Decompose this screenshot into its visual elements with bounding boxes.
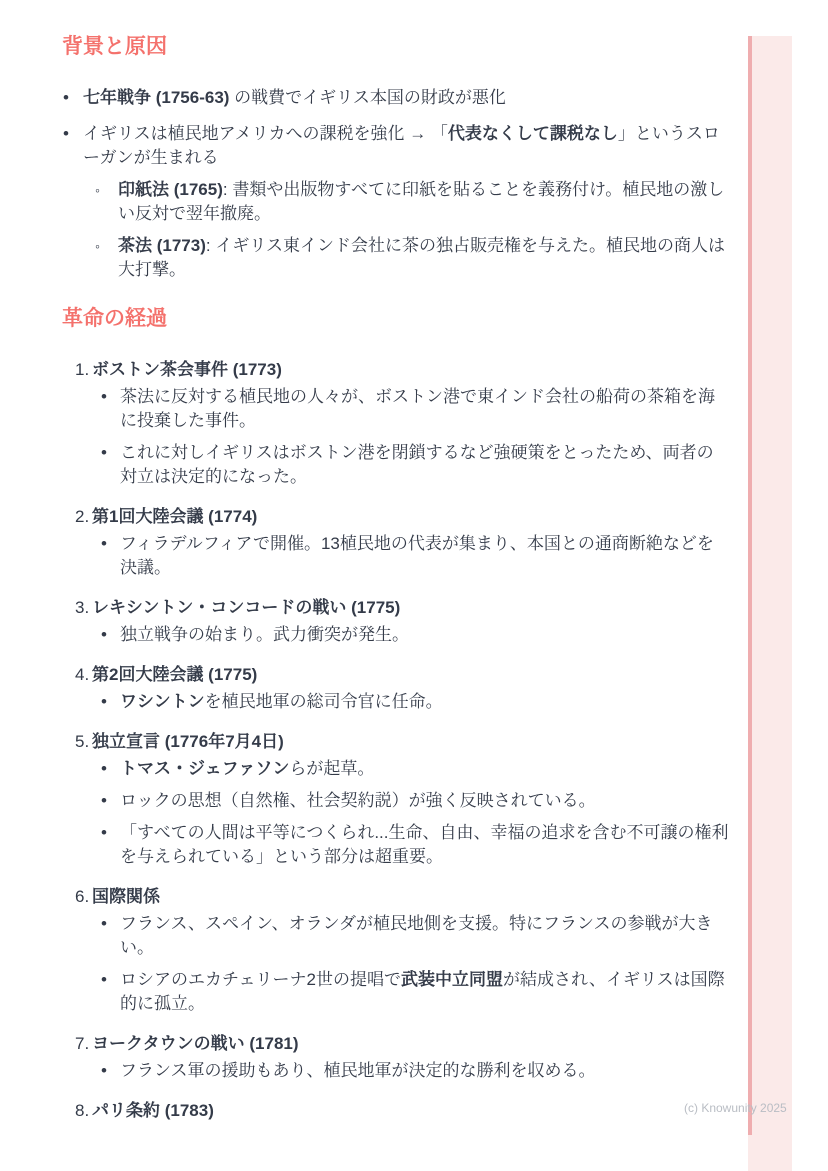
item-row: [62, 86, 730, 110]
bullet-icon: •: [101, 387, 107, 406]
sub-list: [62, 757, 730, 869]
text-segment: ロシアのエカチェリーナ2世の提唱で: [120, 970, 401, 989]
bullet-icon: •: [101, 759, 107, 778]
text-segment: フィラデルフィアで開催。13植民地の代表が集まり、本国との通商断絶などを決議。: [120, 534, 714, 577]
item-row: [62, 505, 730, 529]
text-segment: らが起草。: [289, 759, 375, 778]
item-row: [62, 1032, 730, 1056]
numbered-item: [62, 663, 730, 714]
bullet-icon: •: [63, 124, 69, 143]
list-item: [62, 122, 730, 282]
item-text: [120, 443, 714, 486]
sub-list-item: [62, 532, 730, 580]
bullet-icon: •: [101, 534, 107, 553]
item-text: [92, 732, 284, 751]
item-text: [118, 236, 725, 279]
section-list: [62, 358, 730, 1123]
text-segment: レキシントン・コンコードの戦い (1775): [92, 598, 401, 617]
numbered-item: [62, 358, 730, 489]
text-segment: これに対しイギリスはボストン港を閉鎖するなど強硬策をとったため、両者の対立は決定的になった。: [120, 443, 714, 486]
sub-list-item: [62, 234, 730, 282]
item-text: [120, 625, 409, 644]
item-row: [62, 596, 730, 620]
item-text: [120, 759, 374, 778]
section-list: [62, 86, 730, 282]
item-text: [92, 1101, 214, 1120]
text-segment: 第2回大陸会議 (1775): [92, 665, 258, 684]
text-segment: フランス、スペイン、オランダが植民地側を支援。特にフランスの参戦が大きい。: [120, 914, 713, 957]
sub-list-item: [62, 757, 730, 781]
numbered-item: [62, 885, 730, 1016]
bullet-icon: •: [101, 443, 107, 462]
sub-list-item: [62, 789, 730, 813]
text-segment: 独立戦争の始まり。武力衝突が発生。: [120, 625, 409, 644]
bullet-icon: •: [63, 88, 69, 107]
bullet-icon: •: [101, 823, 107, 842]
text-segment: を植民地軍の総司令官に任命。: [204, 692, 443, 711]
bullet-icon: •: [101, 970, 107, 989]
sub-list-item: [62, 441, 730, 489]
text-segment: イギリスは植民地アメリカへの課税を強化 → 「: [83, 124, 448, 143]
sub-list-item: [62, 385, 730, 433]
item-text: [92, 887, 160, 906]
text-segment: 国際関係: [92, 887, 160, 906]
bullet-icon: •: [101, 1061, 107, 1080]
sub-list: [62, 178, 730, 282]
text-segment: 武装中立同盟: [400, 970, 503, 989]
item-text: [120, 823, 729, 866]
text-segment: 茶法 (1773): [118, 236, 206, 255]
sub-list: [62, 532, 730, 580]
text-segment: が結成され、イギリスは国際的に孤立。: [120, 970, 725, 1013]
bullet-icon: •: [101, 625, 107, 644]
text-segment: トマス・ジェファソン: [120, 759, 290, 778]
number-label: 2.: [75, 507, 90, 526]
item-row: [62, 730, 730, 754]
item-text: [120, 534, 714, 577]
number-label: 7.: [75, 1034, 90, 1053]
text-segment: ロックの思想（自然権、社会契約説）が強く反映されている。: [120, 791, 596, 810]
item-text: [92, 665, 257, 684]
sub-list: [62, 690, 730, 714]
text-segment: フランス軍の援助もあり、植民地軍が決定的な勝利を収める。: [120, 1061, 596, 1080]
item-text: [92, 598, 400, 617]
item-row: [62, 885, 730, 909]
numbered-item: [62, 730, 730, 869]
item-text: [83, 124, 720, 167]
number-label: 6.: [75, 887, 90, 906]
number-label: 3.: [75, 598, 90, 617]
text-segment: 七年戦争 (1756-63): [83, 88, 230, 107]
item-text: [120, 387, 715, 430]
sub-list-item: [62, 821, 730, 869]
item-text: [83, 88, 506, 107]
watermark: (c) Knowunity 2025: [684, 1101, 787, 1115]
bullet-icon: •: [101, 791, 107, 810]
text-segment: 印紙法 (1765): [118, 180, 223, 199]
note-content: [62, 34, 730, 1139]
numbered-item: [62, 596, 730, 647]
item-text: [120, 1061, 596, 1080]
numbered-item: [62, 1099, 730, 1123]
sub-list: [62, 912, 730, 1016]
sub-list-item: [62, 1059, 730, 1083]
sub-list: [62, 1059, 730, 1083]
bullet-icon: ◦: [95, 182, 100, 198]
section-heading: 革命の経過: [62, 307, 167, 330]
numbered-item: [62, 1032, 730, 1083]
item-text: [120, 970, 725, 1013]
number-label: 4.: [75, 665, 90, 684]
sub-list-item: [62, 690, 730, 714]
text-segment: ワシントン: [120, 692, 205, 711]
sub-list: [62, 623, 730, 647]
sub-list-item: [62, 968, 730, 1016]
item-text: [120, 914, 712, 957]
text-segment: の戦費でイギリス本国の財政が悪化: [229, 88, 506, 107]
item-row: [62, 358, 730, 382]
text-segment: 第1回大陸会議 (1774): [92, 507, 258, 526]
numbered-item: [62, 505, 730, 580]
sub-list: [62, 385, 730, 489]
sub-list-item: [62, 623, 730, 647]
list-item: [62, 86, 730, 110]
text-segment: パリ条約 (1783): [92, 1101, 214, 1120]
text-segment: 茶法に反対する植民地の人々が、ボストン港で東インド会社の船荷の茶箱を海に投棄した事件。: [120, 387, 715, 430]
item-text: [120, 791, 596, 810]
text-segment: ヨークタウンの戦い (1781): [92, 1034, 299, 1053]
number-label: 5.: [75, 732, 90, 751]
text-segment: 独立宣言 (1776年7月4日): [92, 732, 284, 751]
item-text: [120, 692, 443, 711]
item-text: [92, 1034, 299, 1053]
bullet-icon: •: [101, 914, 107, 933]
item-row: [62, 663, 730, 687]
text-segment: : イギリス東インド会社に茶の独占販売権を与えた。植民地の商人は大打撃。: [118, 236, 725, 279]
highlight-stripe-tail: [748, 1135, 792, 1171]
number-label: 1.: [75, 360, 90, 379]
text-segment: 「すべての人間は平等につくられ...生命、自由、幸福の追求を含む不可譲の権利を与えられている」という部分は超重要。: [120, 823, 729, 866]
item-text: [92, 507, 257, 526]
item-text: [118, 180, 724, 223]
highlight-stripe: [748, 36, 792, 1135]
text-segment: : 書類や出版物すべてに印紙を貼ることを義務付け。植民地の激しい反対で翌年撤廃。: [118, 180, 725, 223]
bullet-icon: •: [101, 692, 107, 711]
sub-list-item: [62, 912, 730, 960]
text-segment: ボストン茶会事件 (1773): [92, 360, 282, 379]
section-heading: 背景と原因: [62, 35, 167, 58]
item-row: [62, 1099, 730, 1123]
sub-list-item: [62, 178, 730, 226]
item-row: [62, 122, 730, 170]
number-label: 8.: [75, 1101, 90, 1120]
text-segment: 代表なくして課税なし: [447, 124, 618, 143]
bullet-icon: ◦: [95, 238, 100, 254]
item-text: [92, 360, 282, 379]
text-segment: 」というスローガンが生まれる: [83, 124, 720, 167]
